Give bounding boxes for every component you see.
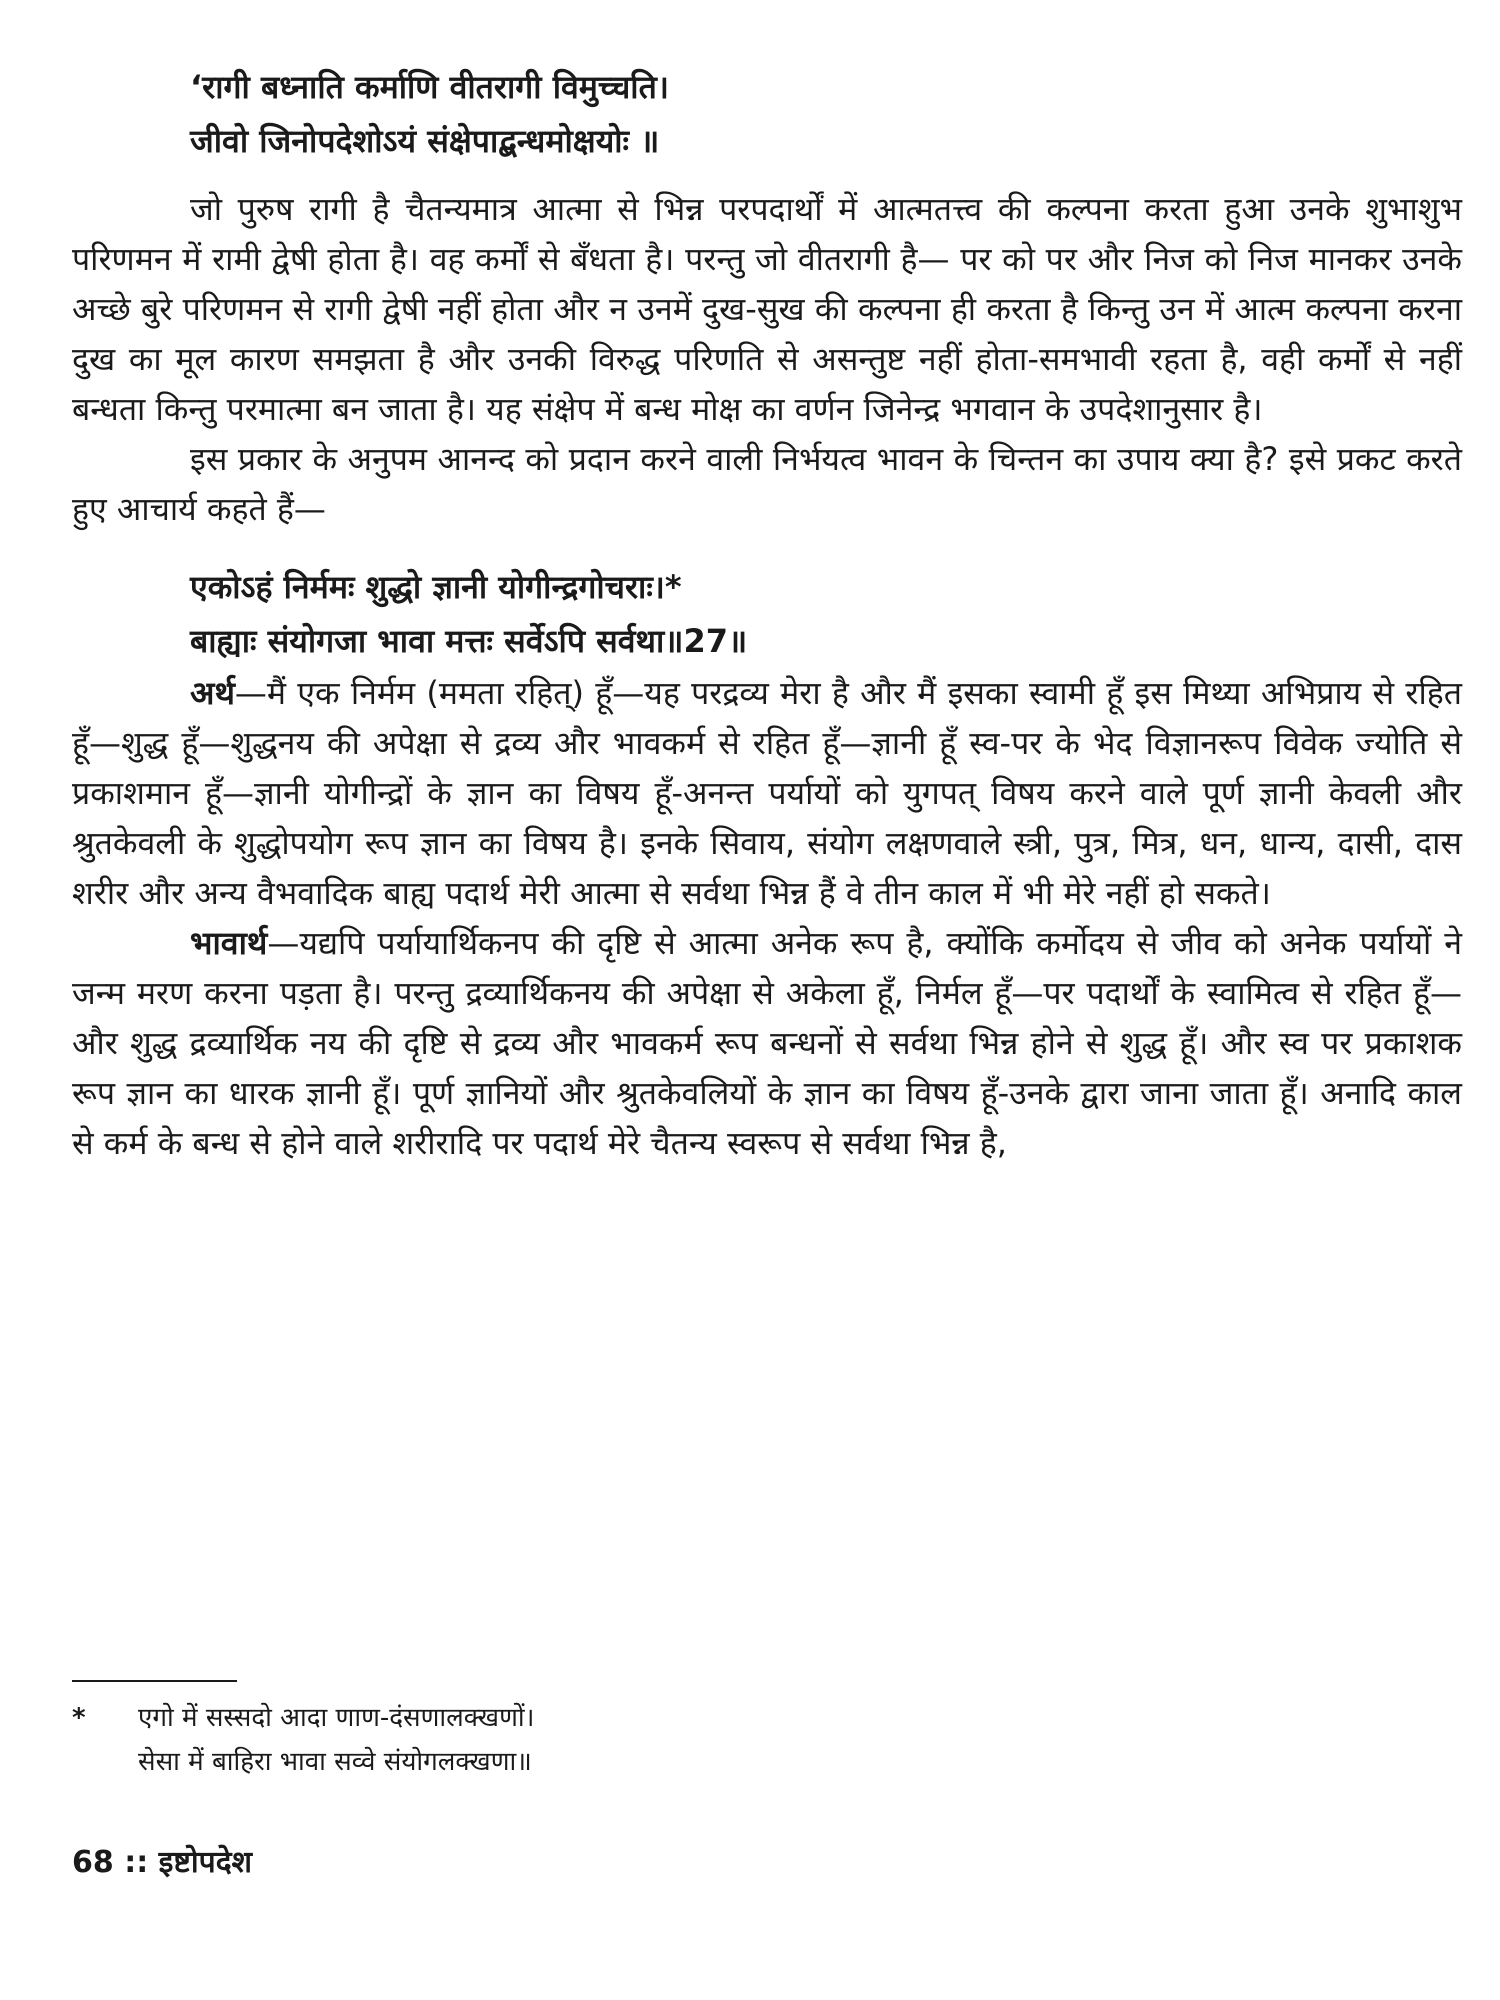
verse-27-line-1: एकोऽहं निर्ममः शुद्धो ज्ञानी योगीन्द्रगोचराः।* [190,568,682,606]
artha-paragraph [72,668,1462,918]
page-folio: 68 :: इष्टोपदेश [72,1845,253,1880]
paragraph-1: जो पुरुष रागी है चैतन्यमात्र आत्मा से भिन्न परपदार्थों में आत्मतत्त्व की कल्पना करता हुआ उनके शुभाशुभ परिणमन में रामी द्वेषी होता है। वह कर्मों से बँधता है। परन्तु जो वीतरागी है— पर को पर और निज को निज मानकर उनके अच्छे बुरे परिणमन से रागी द्वेषी नहीं होता और न उनमें दुख-सुख की कल्पना ही करता है किन्तु उन में आत्म कल्पना करना दुख का मूल कारण समझता है और उनकी विरुद्ध परिणति से असन्तुष्ट नहीं होता-समभावी रहता है, वही कर्मों से नहीं बन्धता किन्तु परमात्मा बन जाता है। यह संक्षेप में बन्ध मोक्ष का वर्णन जिनेन्द्र भगवान के उपदेशानुसार है। [72,190,1462,428]
bhavartha-label: भावार्थ [190,924,268,962]
verse-top [72,60,1462,168]
footnote-text-2: सेसा में बाहिरा भावा सव्वे संयोगलक्खणा॥ [138,1747,532,1777]
bhavartha-paragraph [72,918,1462,1168]
footnote-line-1 [72,1696,1072,1740]
artha-label: अर्थ [190,674,235,712]
verse-27 [72,560,1462,668]
page-body [72,60,1462,1168]
footnote-rule [72,1680,237,1682]
bhavartha-text: —यद्यपि पर्यायार्थिकनप की दृष्टि से आत्मा अनेक रूप है, क्योंकि कर्मोदय से जीव को अनेक पर्यायों ने जन्म मरण करना पड़ता है। परन्तु द्रव्यार्थिकनय की अपेक्षा से अकेला हूँ, निर्मल हूँ—पर पदार्थों के स्वामित्व से रहित हूँ—और शुद्ध द्रव्यार्थिक नय की दृष्टि से द्रव्य और भावकर्म रूप बन्धनों से सर्वथा भिन्न होने से शुद्ध हूँ। और स्व पर प्रकाशक रूप ज्ञान का धारक ज्ञानी हूँ। पूर्ण ज्ञानियों और श्रुतकेवलियों के ज्ञान का विषय हूँ-उनके द्वारा जाना जाता हूँ। अनादि काल से कर्म के बन्ध से होने वाले शरीरादि पर पदार्थ मेरे चैतन्य स्वरूप से सर्वथा भिन्न है, [72,924,1462,1162]
paragraph-2: इस प्रकार के अनुपम आनन्द को प्रदान करने वाली निर्भयत्व भावन के चिन्तन का उपाय क्या है? इसे प्रकट करते हुए आचार्य कहते हैं— [72,440,1462,528]
artha-text: —मैं एक निर्मम (ममता रहित्) हूँ—यह परद्रव्य मेरा है और मैं इसका स्वामी हूँ इस मिथ्या अभिप्राय से रहित हूँ—शुद्ध हूँ—शुद्धनय की अपेक्षा से द्रव्य और भावकर्म से रहित हूँ—ज्ञानी हूँ स्व-पर के भेद विज्ञानरूप विवेक ज्योति से प्रकाशमान हूँ—ज्ञानी योगीन्द्रों के ज्ञान का विषय हूँ-अनन्त पर्यायों को युगपत् विषय करने वाले पूर्ण ज्ञानी केवली और श्रुतकेवली के शुद्धोपयोग रूप ज्ञान का विषय है। इनके सिवाय, संयोग लक्षणवाले स्त्री, पुत्र, मित्र, धन, धान्य, दासी, दास शरीर और अन्य वैभवादिक बाह्य पदार्थ मेरी आत्मा से सर्वथा भिन्न हैं वे तीन काल में भी मेरे नहीं हो सकते। [72,674,1462,912]
verse-top-line-2: जीवो जिनोपदेशोऽयं संक्षेपाद्बन्धमोक्षयोः ॥ [190,122,660,160]
footnote-mark: * [72,1703,86,1733]
verse-top-line-1: ‘रागी बध्नाति कर्माणि वीतरागी विमुच्चति। [190,68,669,106]
footnotes [72,1680,1072,1784]
footnote-line-2 [72,1740,1072,1784]
verse-27-line-2: बाह्याः संयोगजा भावा मत्तः सर्वेऽपि सर्वथा॥27॥ [190,622,748,660]
footnote-text-1: एगो में सस्सदो आदा णाण-दंसणालक्खणों। [138,1703,535,1733]
